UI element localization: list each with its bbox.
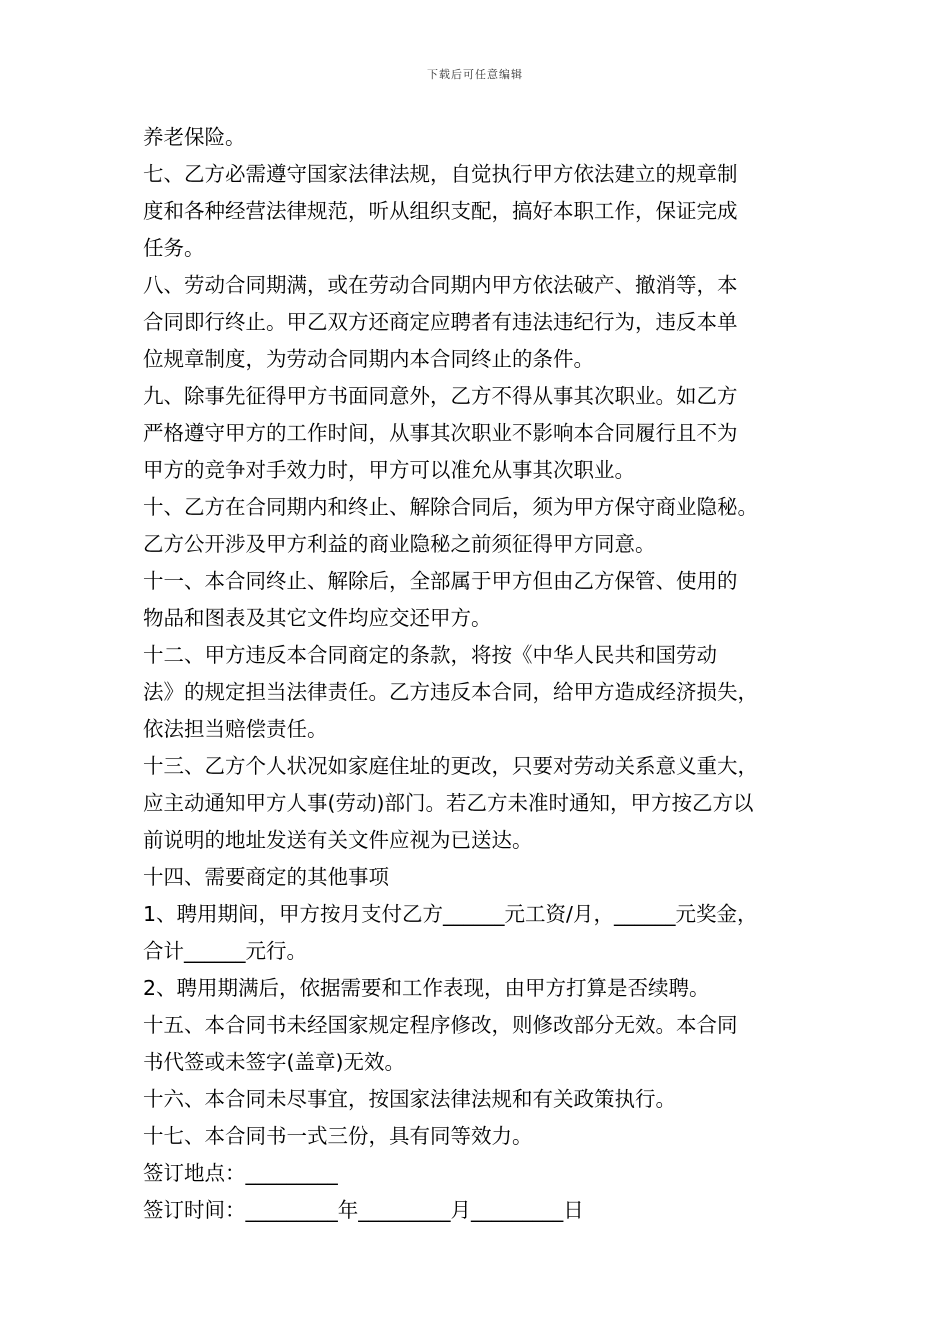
text-line: 度和各种经营法律规范，听从组织支配，搞好本职工作，保证完成: [143, 199, 738, 223]
page-header: 下载后可任意编辑: [427, 68, 523, 81]
text-line: 乙方公开涉及甲方利益的商业隐秘之前须征得甲方同意。: [143, 532, 656, 556]
text-line: 十二、甲方违反本合同商定的条款，将按《中华人民共和国劳动: [143, 643, 717, 667]
text-line: 七、乙方必需遵守国家法律法规，自觉执行甲方依法建立的规章制: [143, 162, 738, 186]
text-line: 依法担当赔偿责任。: [143, 717, 328, 741]
text-line: 任务。: [143, 236, 205, 260]
text-line: 九、除事先征得甲方书面同意外，乙方不得从事其次职业。如乙方: [143, 384, 738, 408]
text-line: 十一、本合同终止、解除后，全部属于甲方但由乙方保管、使用的: [143, 569, 738, 593]
text-line: 八、劳动合同期满，或在劳动合同期内甲方依法破产、撤消等，本: [143, 273, 738, 297]
text-line: 法》的规定担当法律责任。乙方违反本合同，给甲方造成经济损失，: [143, 680, 758, 704]
text-line: 养老保险。: [143, 125, 246, 149]
signing-date-line: 签订时间：_________年_________月_________日: [143, 1198, 584, 1222]
signing-place-line: 签订地点：_________: [143, 1161, 338, 1185]
text-line: 应主动通知甲方人事(劳动)部门。若乙方未准时通知，甲方按乙方以: [143, 791, 754, 815]
text-line: 前说明的地址发送有关文件应视为已送达。: [143, 828, 533, 852]
text-line: 十三、乙方个人状况如家庭住址的更改，只要对劳动关系意义重大，: [143, 754, 758, 778]
text-line: 十六、本合同未尽事宜，按国家法律法规和有关政策执行。: [143, 1087, 676, 1111]
text-line: 十五、本合同书未经国家规定程序修改，则修改部分无效。本合同: [143, 1013, 738, 1037]
contract-body: [143, 119, 823, 1229]
text-line: 2、聘用期满后，依据需要和工作表现，由甲方打算是否续聘。: [143, 976, 710, 1000]
text-line: 合同即行终止。甲乙双方还商定应聘者有违法违纪行为，违反本单: [143, 310, 738, 334]
text-line: 十四、需要商定的其他事项: [143, 865, 389, 889]
text-line: 严格遵守甲方的工作时间，从事其次职业不影响本合同履行且不为: [143, 421, 738, 445]
text-line: 甲方的竞争对手效力时，甲方可以准允从事其次职业。: [143, 458, 635, 482]
text-line: 书代签或未签字(盖章)无效。: [143, 1050, 405, 1074]
text-line: 十七、本合同书一式三份，具有同等效力。: [143, 1124, 533, 1148]
text-line: 十、乙方在合同期内和终止、解除合同后，须为甲方保守商业隐秘。: [143, 495, 758, 519]
text-line: 1、聘用期间，甲方按月支付乙方______元工资/月，______元奖金，: [143, 902, 758, 926]
text-line: 物品和图表及其它文件均应交还甲方。: [143, 606, 492, 630]
text-line: 位规章制度，为劳动合同期内本合同终止的条件。: [143, 347, 594, 371]
text-line: 合计______元行。: [143, 939, 307, 963]
